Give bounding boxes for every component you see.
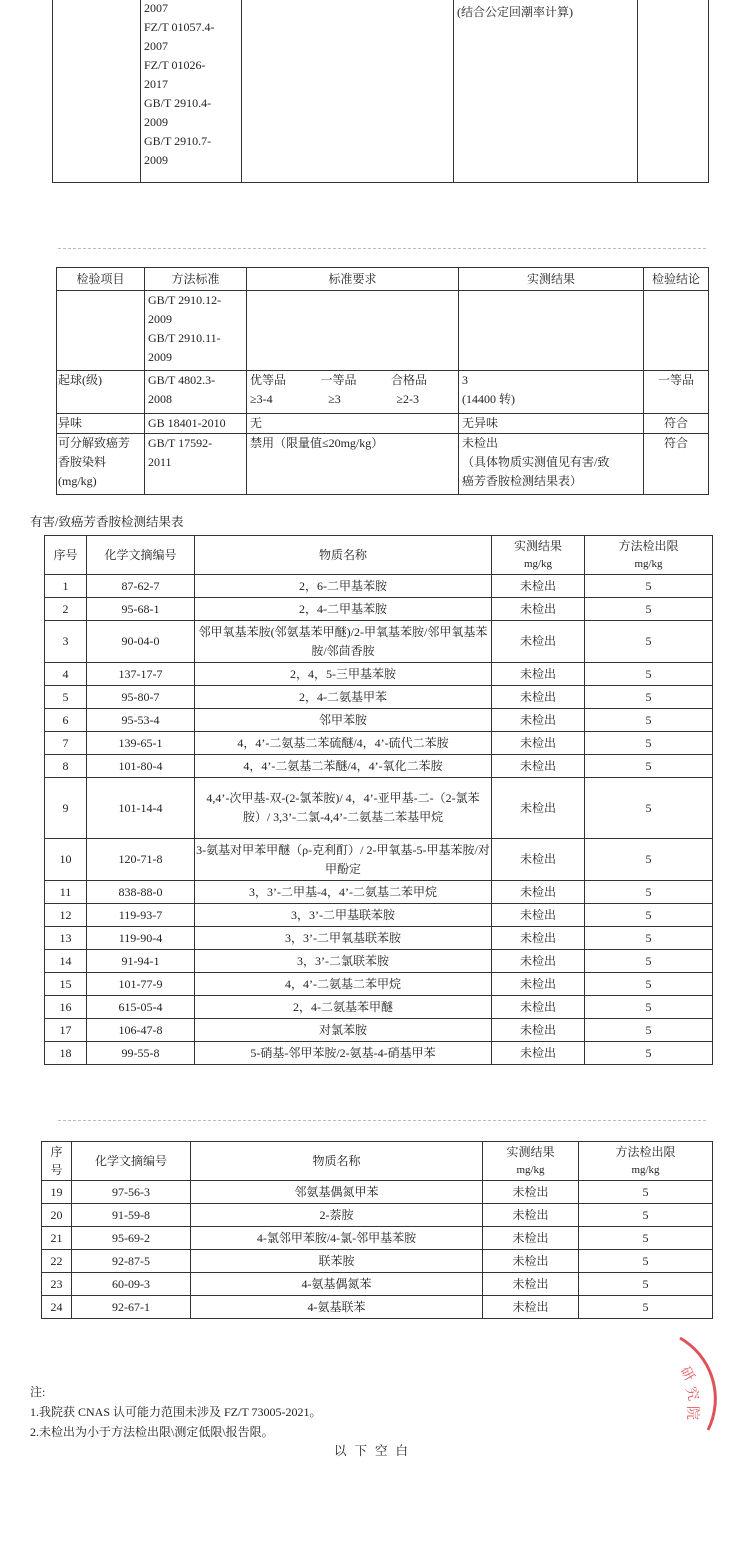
table-row	[45, 621, 713, 663]
table-row	[45, 778, 713, 839]
test-result: 未检出	[483, 1204, 579, 1227]
detection-limit: 5	[579, 1181, 713, 1204]
substance-name: 3，3’-二氯联苯胺	[195, 950, 492, 973]
requirement: 无	[247, 414, 459, 434]
substance-name: 4-氨基偶氮苯	[191, 1273, 483, 1296]
substance-name: 邻甲氧基苯胺(邻氨基苯甲醚)/2-甲氧基苯胺/邻甲氧基苯胺/邻茴香胺	[195, 621, 492, 663]
odor-row	[57, 414, 709, 434]
substance-name: 4，4’-二氨基二苯甲烷	[195, 973, 492, 996]
row-number: 9	[45, 778, 87, 839]
test-result: 未检出	[492, 950, 585, 973]
header-label: 物质名称	[312, 1154, 361, 1168]
detection-limit: 5	[585, 1019, 713, 1042]
detection-limit: 5	[585, 732, 713, 755]
result-line: 未检出	[462, 436, 499, 450]
cas-number: 119-90-4	[87, 927, 195, 950]
row-number: 8	[45, 755, 87, 778]
amine-results-table	[44, 535, 713, 1065]
cas-number: 87-62-7	[87, 575, 195, 598]
detection-limit: 5	[585, 839, 713, 881]
table-row	[45, 839, 713, 881]
notes-heading: 注:	[30, 1385, 46, 1399]
substance-name: 邻氨基偶氮甲苯	[191, 1181, 483, 1204]
header-cas	[87, 536, 195, 575]
method-line: FZ/T 01057.4-	[144, 20, 215, 34]
detection-limit: 5	[585, 1042, 713, 1065]
substance-name: 3，3’-二甲基联苯胺	[195, 904, 492, 927]
requirement-cell	[242, 0, 454, 183]
note-item: 1.我院获 CNAS 认可能力范围未涉及 FZ/T 73005-2021。	[30, 1405, 322, 1419]
substance-name: 联苯胺	[191, 1250, 483, 1273]
header-label: 实测结果	[506, 1145, 555, 1159]
header-limit	[579, 1142, 713, 1181]
test-result: 未检出	[492, 927, 585, 950]
test-result: 未检出	[492, 732, 585, 755]
row-number: 21	[42, 1227, 72, 1250]
header-name	[195, 536, 492, 575]
row-number: 13	[45, 927, 87, 950]
row-number: 7	[45, 732, 87, 755]
substance-name: 3，3’-二甲基-4，4’-二氨基二苯甲烷	[195, 881, 492, 904]
detection-limit: 5	[585, 778, 713, 839]
row-number: 17	[45, 1019, 87, 1042]
detection-limit: 5	[579, 1250, 713, 1273]
cas-number: 90-04-0	[87, 621, 195, 663]
svg-text:究: 究	[682, 1385, 701, 1403]
header-limit	[585, 536, 713, 575]
table-row	[42, 1250, 713, 1273]
svg-text:研: 研	[676, 1364, 697, 1385]
cas-number: 838-88-0	[87, 881, 195, 904]
cas-number: 101-14-4	[87, 778, 195, 839]
test-result: 未检出	[483, 1296, 579, 1319]
table-row	[45, 996, 713, 1019]
header-label: 化学文摘编号	[94, 1154, 167, 1168]
substance-name: 3，3’-二甲氧基联苯胺	[195, 927, 492, 950]
row-number: 5	[45, 686, 87, 709]
substance-name: 5-硝基-邻甲苯胺/2-氨基-4-硝基甲苯	[195, 1042, 492, 1065]
table-row	[45, 927, 713, 950]
table-row	[45, 755, 713, 778]
method-line: 2008	[148, 392, 172, 406]
table-row	[42, 1204, 713, 1227]
row-number: 16	[45, 996, 87, 1019]
item-label: 起球(级)	[57, 371, 145, 414]
row-number: 6	[45, 709, 87, 732]
detection-limit: 5	[579, 1273, 713, 1296]
header-label: 化学文摘编号	[104, 548, 177, 562]
row-number: 23	[42, 1273, 72, 1296]
detection-limit: 5	[585, 881, 713, 904]
table-row	[45, 686, 713, 709]
cas-number: 119-93-7	[87, 904, 195, 927]
item-cell	[53, 0, 141, 183]
header-label: 序号	[50, 1145, 63, 1177]
result-line: 癌芳香胺检测结果表）	[462, 474, 583, 488]
row-number: 4	[45, 663, 87, 686]
detection-limit: 5	[585, 996, 713, 1019]
row-number: 19	[42, 1181, 72, 1204]
result-cell	[459, 291, 644, 371]
row-number: 3	[45, 621, 87, 663]
table-row	[45, 904, 713, 927]
table-row	[45, 1019, 713, 1042]
grade-label: 优等品	[250, 373, 287, 387]
result-line: 3	[462, 373, 468, 387]
header-label: 实测结果	[513, 539, 562, 553]
test-result: 未检出	[483, 1227, 579, 1250]
header-result	[483, 1142, 579, 1181]
detection-limit: 5	[585, 686, 713, 709]
conclusion: 符合	[644, 414, 709, 434]
substance-name: 4-氯邻甲苯胺/4-氯-邻甲基苯胺	[191, 1227, 483, 1250]
requirement: 禁用（限量值≤20mg/kg）	[247, 434, 459, 495]
row-number: 15	[45, 973, 87, 996]
table-header-row	[42, 1142, 713, 1181]
result-line: （具体物质实测值见有害/致	[462, 455, 610, 469]
cas-number: 120-71-8	[87, 839, 195, 881]
result-cell	[454, 0, 638, 183]
result-note: (结合公定回潮率计算)	[457, 5, 573, 19]
cas-number: 106-47-8	[87, 1019, 195, 1042]
test-result: 未检出	[492, 996, 585, 1019]
detection-limit: 5	[585, 950, 713, 973]
cas-number: 139-65-1	[87, 732, 195, 755]
conclusion-cell	[638, 0, 709, 183]
method-cell	[141, 0, 242, 183]
cas-number: 60-09-3	[72, 1273, 191, 1296]
header-no	[45, 536, 87, 575]
method-line: 2017	[144, 77, 168, 91]
test-result: 未检出	[492, 973, 585, 996]
substance-name: 2，4-二氨基苯甲醚	[195, 996, 492, 1019]
pilling-row	[57, 371, 709, 414]
substance-name: 邻甲苯胺	[195, 709, 492, 732]
item-label: 异味	[57, 414, 145, 434]
table-row	[45, 950, 713, 973]
substance-name: 3-氨基对甲苯甲醚（ρ-克利酊）/ 2-甲氧基-5-甲基苯胺/对甲酚定	[195, 839, 492, 881]
cas-number: 92-87-5	[72, 1250, 191, 1273]
method-line: GB/T 2910.11-	[148, 331, 221, 345]
test-result: 未检出	[492, 663, 585, 686]
conclusion-cell	[644, 291, 709, 371]
method-line: GB/T 4802.3-	[148, 373, 216, 387]
detection-limit: 5	[579, 1227, 713, 1250]
substance-name: 2，4-二甲基苯胺	[195, 598, 492, 621]
result: 无异味	[459, 414, 644, 434]
result-line: (14400 转)	[462, 392, 515, 406]
method-line: GB/T 2910.7-	[144, 134, 212, 148]
method-line: FZ/T 01026-	[144, 58, 206, 72]
unit-label: mg/kg	[523, 558, 553, 570]
method-line: 2011	[148, 455, 172, 469]
cas-number: 95-68-1	[87, 598, 195, 621]
seal-icon	[640, 1330, 750, 1440]
test-result: 未检出	[483, 1273, 579, 1296]
header-method: 方法标准	[145, 268, 247, 291]
test-result: 未检出	[492, 778, 585, 839]
page-divider	[58, 1120, 706, 1121]
row-number: 2	[45, 598, 87, 621]
inspection-table	[56, 267, 709, 495]
cas-number: 615-05-4	[87, 996, 195, 1019]
table-row	[45, 663, 713, 686]
grade-requirement: ≥3	[328, 392, 341, 406]
table-row	[45, 881, 713, 904]
header-result	[492, 536, 585, 575]
header-conclusion: 检验结论	[644, 268, 709, 291]
previous-page-table-fragment	[52, 0, 709, 183]
item-cell	[57, 291, 145, 371]
end-of-report-mark: 以下空白	[333, 1444, 416, 1458]
substance-name: 对氯苯胺	[195, 1019, 492, 1042]
detection-limit: 5	[579, 1296, 713, 1319]
item-line: 香胺染料	[58, 455, 107, 469]
header-result: 实测结果	[459, 268, 644, 291]
test-result: 未检出	[492, 839, 585, 881]
header-cas	[72, 1142, 191, 1181]
cas-number: 95-69-2	[72, 1227, 191, 1250]
substance-name: 2，4，5-三甲基苯胺	[195, 663, 492, 686]
method-line: 2007	[144, 1, 168, 15]
item-line: (mg/kg)	[58, 474, 97, 488]
substance-name: 4，4’-二氨基二苯醚/4，4’-氧化二苯胺	[195, 755, 492, 778]
header-requirement: 标准要求	[247, 268, 459, 291]
method: GB 18401-2010	[145, 414, 247, 434]
method-line: GB/T 2910.4-	[144, 96, 212, 110]
test-result: 未检出	[492, 755, 585, 778]
substance-name: 2-萘胺	[191, 1204, 483, 1227]
table-row	[42, 1296, 713, 1319]
table-row	[45, 1042, 713, 1065]
table-row	[45, 732, 713, 755]
cas-number: 97-56-3	[72, 1181, 191, 1204]
test-result: 未检出	[483, 1250, 579, 1273]
table-row	[45, 575, 713, 598]
grade-label: 一等品	[320, 373, 357, 387]
method-line: 2009	[144, 115, 168, 129]
unit-label: mg/kg	[631, 1164, 660, 1176]
table-row	[42, 1273, 713, 1296]
row-number: 18	[45, 1042, 87, 1065]
test-result: 未检出	[483, 1181, 579, 1204]
official-seal-stamp	[640, 1330, 750, 1440]
conclusion: 一等品	[644, 371, 709, 414]
table-row	[42, 1227, 713, 1250]
detection-limit: 5	[585, 598, 713, 621]
test-result: 未检出	[492, 621, 585, 663]
table-row	[45, 709, 713, 732]
detection-limit: 5	[585, 709, 713, 732]
substance-name: 4-氨基联苯	[191, 1296, 483, 1319]
cas-number: 101-80-4	[87, 755, 195, 778]
method-line: 2007	[144, 39, 168, 53]
row-number: 24	[42, 1296, 72, 1319]
test-result: 未检出	[492, 575, 585, 598]
table-row	[45, 973, 713, 996]
note-item: 2.未检出为小于方法检出限\测定低限\报告限。	[30, 1425, 274, 1439]
table-header-row	[45, 536, 713, 575]
detection-limit: 5	[585, 973, 713, 996]
method-line: GB/T 2910.12-	[148, 293, 222, 307]
row-number: 22	[42, 1250, 72, 1273]
test-result: 未检出	[492, 1019, 585, 1042]
substance-name: 4,4’-次甲基-双-(2-氯苯胺)/ 4，4’-亚甲基-二-（2-氯苯胺）/ 3,3’-二氯-4,4’-二氨基二苯基甲烷	[195, 778, 492, 839]
unit-label: mg/kg	[516, 1164, 545, 1176]
cas-number: 91-94-1	[87, 950, 195, 973]
cas-number: 92-67-1	[72, 1296, 191, 1319]
header-no	[42, 1142, 72, 1181]
test-result: 未检出	[492, 904, 585, 927]
detection-limit: 5	[585, 621, 713, 663]
table-row	[42, 1181, 713, 1204]
method-line: 2009	[148, 312, 172, 326]
method-line: GB/T 17592-	[148, 436, 213, 450]
method-line: 2009	[148, 350, 172, 364]
table-row	[45, 598, 713, 621]
substance-name: 2，6-二甲基苯胺	[195, 575, 492, 598]
substance-name: 4，4’-二氨基二苯硫醚/4，4’-硫代二苯胺	[195, 732, 492, 755]
amine-results-table-continued	[41, 1141, 713, 1319]
azo-row	[57, 434, 709, 495]
test-result: 未检出	[492, 686, 585, 709]
header-label: 方法检出限	[618, 539, 679, 553]
row-number: 12	[45, 904, 87, 927]
detection-limit: 5	[585, 755, 713, 778]
cas-number: 91-59-8	[72, 1204, 191, 1227]
grade-label: 合格品	[390, 373, 427, 387]
header-name	[191, 1142, 483, 1181]
cas-number: 101-77-9	[87, 973, 195, 996]
cas-number: 99-55-8	[87, 1042, 195, 1065]
detection-limit: 5	[579, 1204, 713, 1227]
requirement-cell	[247, 291, 459, 371]
detection-limit: 5	[585, 663, 713, 686]
cas-number: 95-53-4	[87, 709, 195, 732]
substance-name: 2，4-二氨基甲苯	[195, 686, 492, 709]
row-number: 14	[45, 950, 87, 973]
cas-number: 95-80-7	[87, 686, 195, 709]
row-number: 11	[45, 881, 87, 904]
notes	[30, 1382, 321, 1442]
header-label: 方法检出限	[615, 1145, 676, 1159]
page-divider	[58, 248, 706, 249]
row-number: 20	[42, 1204, 72, 1227]
cas-number: 137-17-7	[87, 663, 195, 686]
test-result: 未检出	[492, 709, 585, 732]
conclusion: 符合	[644, 434, 709, 495]
header-item: 检验项目	[57, 268, 145, 291]
header-label: 物质名称	[318, 548, 367, 562]
test-result: 未检出	[492, 881, 585, 904]
detection-limit: 5	[585, 904, 713, 927]
grade-requirement: ≥2-3	[396, 392, 419, 406]
header-label: 序号	[53, 548, 78, 562]
grade-requirement: ≥3-4	[250, 392, 273, 406]
item-line: 可分解致癌芳	[58, 436, 131, 450]
detection-limit: 5	[585, 575, 713, 598]
row-number: 1	[45, 575, 87, 598]
amine-table-title: 有害/致癌芳香胺检测结果表	[30, 515, 184, 529]
svg-text:院: 院	[684, 1406, 699, 1420]
method-line: 2009	[144, 153, 168, 167]
test-result: 未检出	[492, 598, 585, 621]
test-result: 未检出	[492, 1042, 585, 1065]
detection-limit: 5	[585, 927, 713, 950]
unit-label: mg/kg	[634, 558, 663, 570]
row-number: 10	[45, 839, 87, 881]
method-cell	[145, 291, 247, 371]
